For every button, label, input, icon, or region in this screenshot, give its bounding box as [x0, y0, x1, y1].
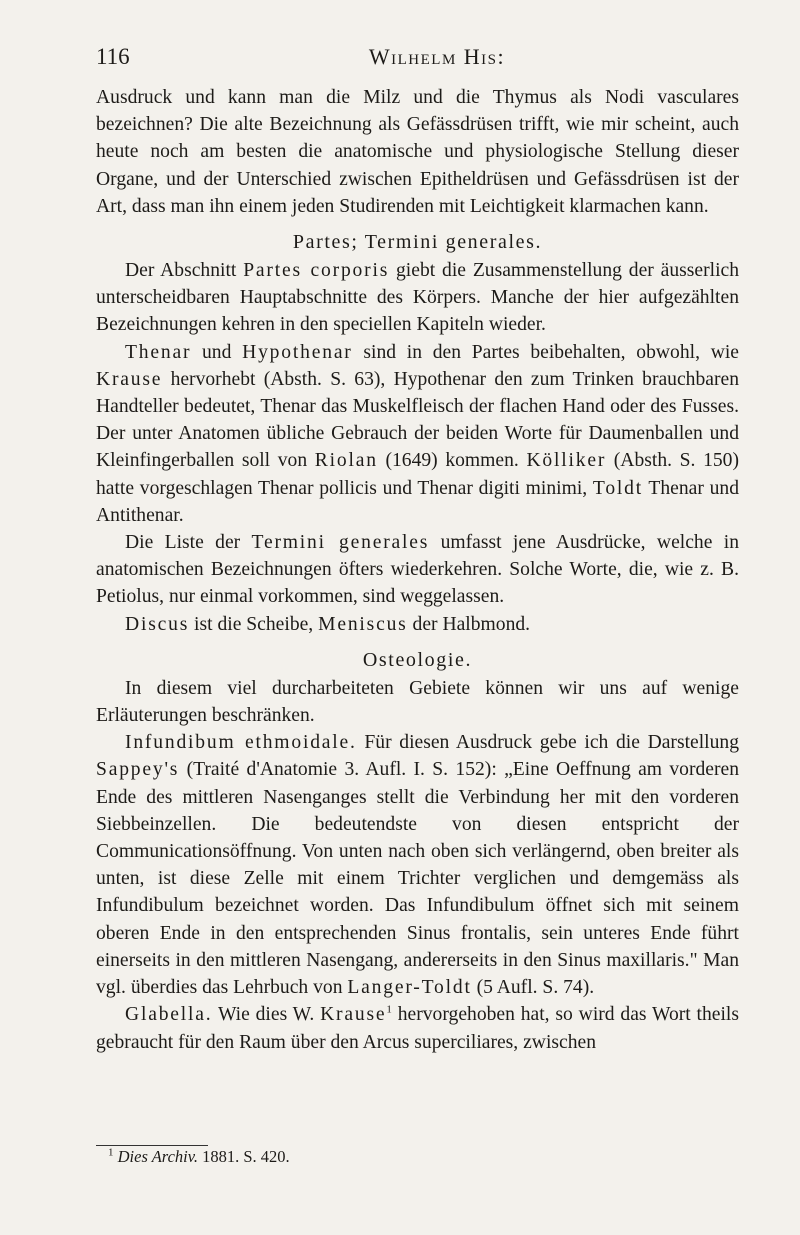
section-heading-partes: Partes; Termini generales. — [292, 231, 543, 254]
section-heading-osteologie: Osteologie. — [362, 648, 473, 671]
running-head: Wilhelm His: — [368, 44, 506, 69]
text-run: und — [191, 341, 243, 363]
text-run: der Halbmond. — [407, 613, 531, 635]
paragraph-2 — [96, 257, 739, 339]
term-termini-generales: Termini generales — [251, 532, 430, 554]
term-infundibum: Infundibum ethmoidale. — [125, 732, 357, 754]
author-toldt: Toldt — [592, 477, 644, 499]
text-run: Der Abschnitt — [125, 260, 244, 282]
page-number: 116 — [96, 44, 130, 69]
term-hypothenar: Hypothenar — [242, 341, 353, 363]
author-krause-2: Krause — [320, 1004, 387, 1026]
author-sappey: Sappey's — [96, 759, 180, 781]
page-header — [96, 44, 738, 78]
author-krause: Krause — [96, 368, 163, 390]
text-run: sind in den Partes beibehalten, obwohl, wie — [352, 341, 740, 363]
term-meniscus: Meniscus — [318, 613, 408, 635]
author-langer-toldt: Langer-Toldt — [347, 977, 472, 999]
footnote-mark: 1 — [108, 1146, 114, 1159]
term-partes-corporis: Partes corporis — [243, 260, 390, 282]
paragraph-3 — [96, 339, 739, 529]
text-run: Wie dies W. — [212, 1004, 321, 1026]
footnote-source: Dies Archiv. — [117, 1147, 198, 1166]
text-run: hervorgehoben hat, so wird das Wort theils gebraucht für den Raum über den Arcus superciliares, zwischen — [96, 1004, 739, 1053]
paragraph-1: Ausdruck und kann man die Milz und die Thymus als Nodi vasculares bezeichnen? Die alte Bezeichnung als Gefässdrüsen trifft, wie mir scheint, auch heute noch am besten die anatomische und physiologische Stellung dieser Organe, und der Unterschied zwischen Epitheldrüsen und Gefässdrüsen ist der Art, dass man ihn einem jeden Studirenden mit Leichtigkeit klarmachen kann. — [96, 87, 739, 217]
text-run: umfasst jene Ausdrücke, welche in anatomischen Bezeichnungen öfters wiederkehren. Solche Worte, die, wie z. B. Petiolus, nur einmal vorkommen, sind weggelassen. — [96, 532, 739, 608]
paragraph-7 — [96, 729, 739, 1001]
paragraph-4 — [96, 529, 739, 611]
paragraph-5 — [96, 611, 739, 638]
term-discus: Discus — [125, 613, 190, 635]
footnote-ref: 1 — [386, 1003, 392, 1016]
paragraph-6: In diesem viel durcharbeiteten Gebiete können wir uns auf wenige Erläuterungen beschränken. — [96, 677, 739, 727]
text-run: hervorhebt (Absth. S. 63), Hypothenar den zum Trinken brauchbaren Handteller bedeutet, Thenar das Muskelfleisch der flachen Hand oder des Fusses. Der unter Anatomen übliche Gebrauch der beiden Worte für Daumenballen und Kleinfingerballen soll von — [96, 368, 739, 472]
term-glabella: Glabella. — [125, 1004, 213, 1026]
text-run: Die Liste der — [125, 532, 252, 554]
author-riolan: Riolan — [314, 450, 378, 472]
text-run: (Traité d'Anatomie 3. Aufl. I. S. 152): „Eine Oeffnung am vorderen Ende des mittleren Nasenganges stellt die Verbindung her mit den vorderen Siebbeinzellen. Die bedeutendste von diesen entspricht der Communicationsöffnung. Von unten nach oben sich verlängernd, oben breiter als unten, ist diese Zelle mit einem Trichter verglichen und demgemäss als Infundibulum bezeichnet worden. Das Infundibulum öffnet sich mit seinem oberen Ende in den entsprechenden Sinus frontalis, sein unteres Ende führt einerseits in den mittleren Nasengang, andererseits in den Sinus maxillaris." Man vgl. überdies das Lehrbuch von — [96, 759, 739, 999]
footnote-rest: 1881. S. 420. — [197, 1147, 290, 1166]
body-text — [96, 84, 739, 1056]
term-thenar: Thenar — [125, 341, 192, 363]
author-koelliker: Kölliker — [526, 450, 607, 472]
text-run: Für diesen Ausdruck gebe ich die Darstellung — [356, 732, 739, 754]
text-run: (5 Aufl. S. 74). — [471, 977, 595, 999]
text-run: ist die Scheibe, — [189, 613, 319, 635]
footnote — [108, 1147, 290, 1167]
text-run: (1649) kommen. — [377, 450, 527, 472]
text-run: giebt die Zusammenstellung der äusserlich unterscheidbaren Hauptabschnitte des Körpers. Manche der hier aufgezählten Bezeichnungen kehren in den speciellen Kapiteln wieder. — [96, 260, 740, 336]
paragraph-8 — [96, 1001, 739, 1055]
text-run: Thenar und Antithenar. — [96, 477, 739, 526]
text-run: (Absth. S. 150) hatte vorgeschlagen Thenar pollicis und Thenar digiti minimi, — [96, 450, 739, 499]
